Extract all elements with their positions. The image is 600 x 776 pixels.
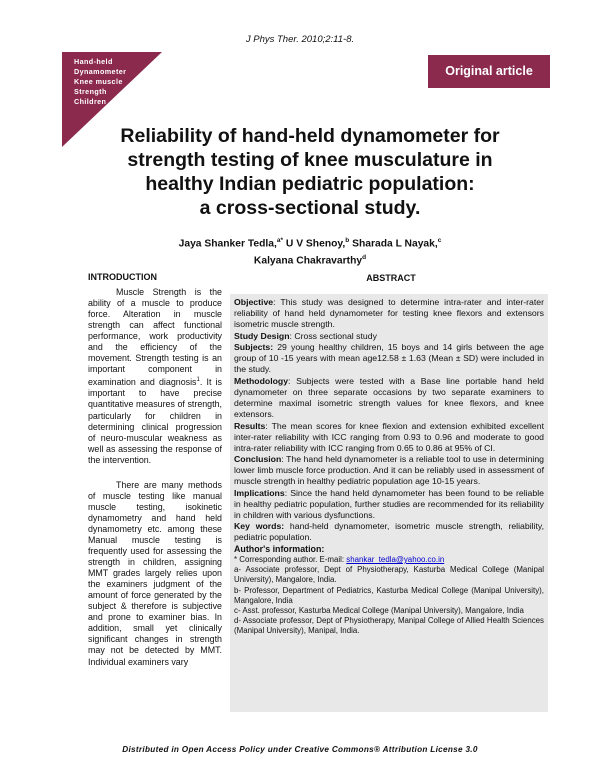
journal-reference: J Phys Ther. 2010;2:11-8. <box>245 34 355 45</box>
corresponding-author: * Corresponding author. E-mail: shankar_tedla@yahoo.co.in <box>234 555 445 565</box>
title-line: strength testing of knee musculature in <box>127 149 493 171</box>
introduction-heading: INTRODUCTION <box>88 272 157 282</box>
author-name: Jaya Shanker Tedla, <box>178 238 277 250</box>
affiliation-c: c- Asst. professor, Kasturba Medical College (Manipal University), Mangalore, India <box>234 606 524 616</box>
license-footer: Distributed in Open Access Policy under Creative Commons® Attribution License 3.0 <box>122 745 478 754</box>
abstract-box <box>230 294 548 712</box>
corner-keyword: Hand-held <box>74 57 113 66</box>
abstract-keywords: Key words: hand-held dynamometer, isometric muscle strength, reliability, pediatric population. <box>234 521 545 543</box>
paper-title <box>60 124 560 220</box>
author-info-heading: Author's information: <box>234 544 325 555</box>
abstract-subjects: Subjects: 29 young healthy children, 15 boys and 14 girls between the age group of 10 -15 years with mean age12.58 ± 1.63 (Mean ± SD) were included in the study. <box>234 342 544 375</box>
affiliation-d: d- Associate professor, Dept of Physiotherapy, Manipal College of Allied Health Sciences (Manipal University), Manipal, India. <box>234 616 544 636</box>
abstract-implications: Implications: Since the hand held dynamometer has been found to be reliable in healthy pediatric population, further studies are recommended for its reliability in children with various dysfunctions. <box>234 487 544 520</box>
author-name: Sharada L Nayak, <box>352 238 438 250</box>
title-line: healthy Indian pediatric population: <box>145 173 475 195</box>
author-email-link[interactable]: shankar_tedla@yahoo.co.in <box>346 555 445 565</box>
corner-keyword: Children <box>74 97 107 106</box>
affiliation-b: b- Professor, Department of Pediatrics, Kasturba Medical College (Manipal University), Mangalore, India <box>234 585 544 605</box>
author-affiliation-mark: a* <box>276 237 284 244</box>
abstract-objective: Objective: This study was designed to determine intra-rater and inter-rater reliability of hand held dynamometer for testing knee flexors and extensors isometric muscle strength. <box>234 297 544 330</box>
introduction-paragraph: Muscle Strength is the ability of a muscle to produce force. Alteration in muscle strength can affect functional performance, work productivity and the efficiency of the movement. Strength testing is an important component in examination and diagnosis$^1$. It is important to have precise quantitative measures of strength, particularly for children in determining clinical progression of neuro-muscular weakness as well as assessing the response of the intervention. <box>88 287 222 465</box>
article-type-badge: Original article <box>428 55 550 88</box>
introduction-column <box>88 272 222 668</box>
author-list <box>100 234 520 269</box>
abstract-methodology: Methodology: Subjects were tested with a Base line portable hand held dynamometer on three separate occasions by two separate examiners to determine maximal isometric strength values for knee flexors, and knee extensors. <box>234 375 544 419</box>
corner-keywords <box>74 57 126 107</box>
author-name: U V Shenoy, <box>285 238 346 250</box>
title-line: a cross-sectional study. <box>199 197 421 219</box>
author-affiliation-mark: b <box>345 237 350 244</box>
abstract-results: Results: The mean scores for knee flexion and extension exhibited excellent inter-rater reliability with ICC ranging from 0.93 to 0.96 and moderate to good intra-rater reliability with ICC ranging from 0.65 to 0.86 at 95% of CI. <box>234 420 544 453</box>
corner-keyword: Strength <box>74 87 107 96</box>
affiliation-a: a- Associate professor, Dept of Physiotherapy, Kasturba Medical College (Manipal University), Mangalore, India. <box>234 565 544 585</box>
corner-keyword: Knee muscle <box>74 77 123 86</box>
introduction-paragraph: There are many methods of muscle testing like manual muscle testing, isokinetic dynamometry and hand held dynamometry etc. among these Manual muscle testing is frequently used for assessing the strength in children, assigning MMT grades largely relies upon the examiners judgment of the amount of force generated by the subject & therefore is subjective and prone to examiner bias. In addition, small yet clinically significant changes in strength may not be detected by MMT. Individual examiners vary <box>88 479 222 667</box>
abstract-design: Study Design: Cross sectional study <box>234 330 377 341</box>
title-line: Reliability of hand-held dynamometer for <box>120 125 500 147</box>
author-name: Kalyana Chakravarthy <box>253 255 363 267</box>
author-affiliation-mark: c <box>437 237 442 244</box>
abstract-conclusion: Conclusion: The hand held dynamometer is a reliable tool to use in determining lower limb muscle force production. And it can be reliably used in assessment of muscle strength in healthy pediatric population age 10-15 years. <box>234 454 544 487</box>
abstract-heading: ABSTRACT <box>366 273 416 283</box>
citation-mark: 1 <box>196 377 200 384</box>
corner-keyword: Dynamometer <box>74 67 127 76</box>
author-affiliation-mark: d <box>362 254 367 262</box>
